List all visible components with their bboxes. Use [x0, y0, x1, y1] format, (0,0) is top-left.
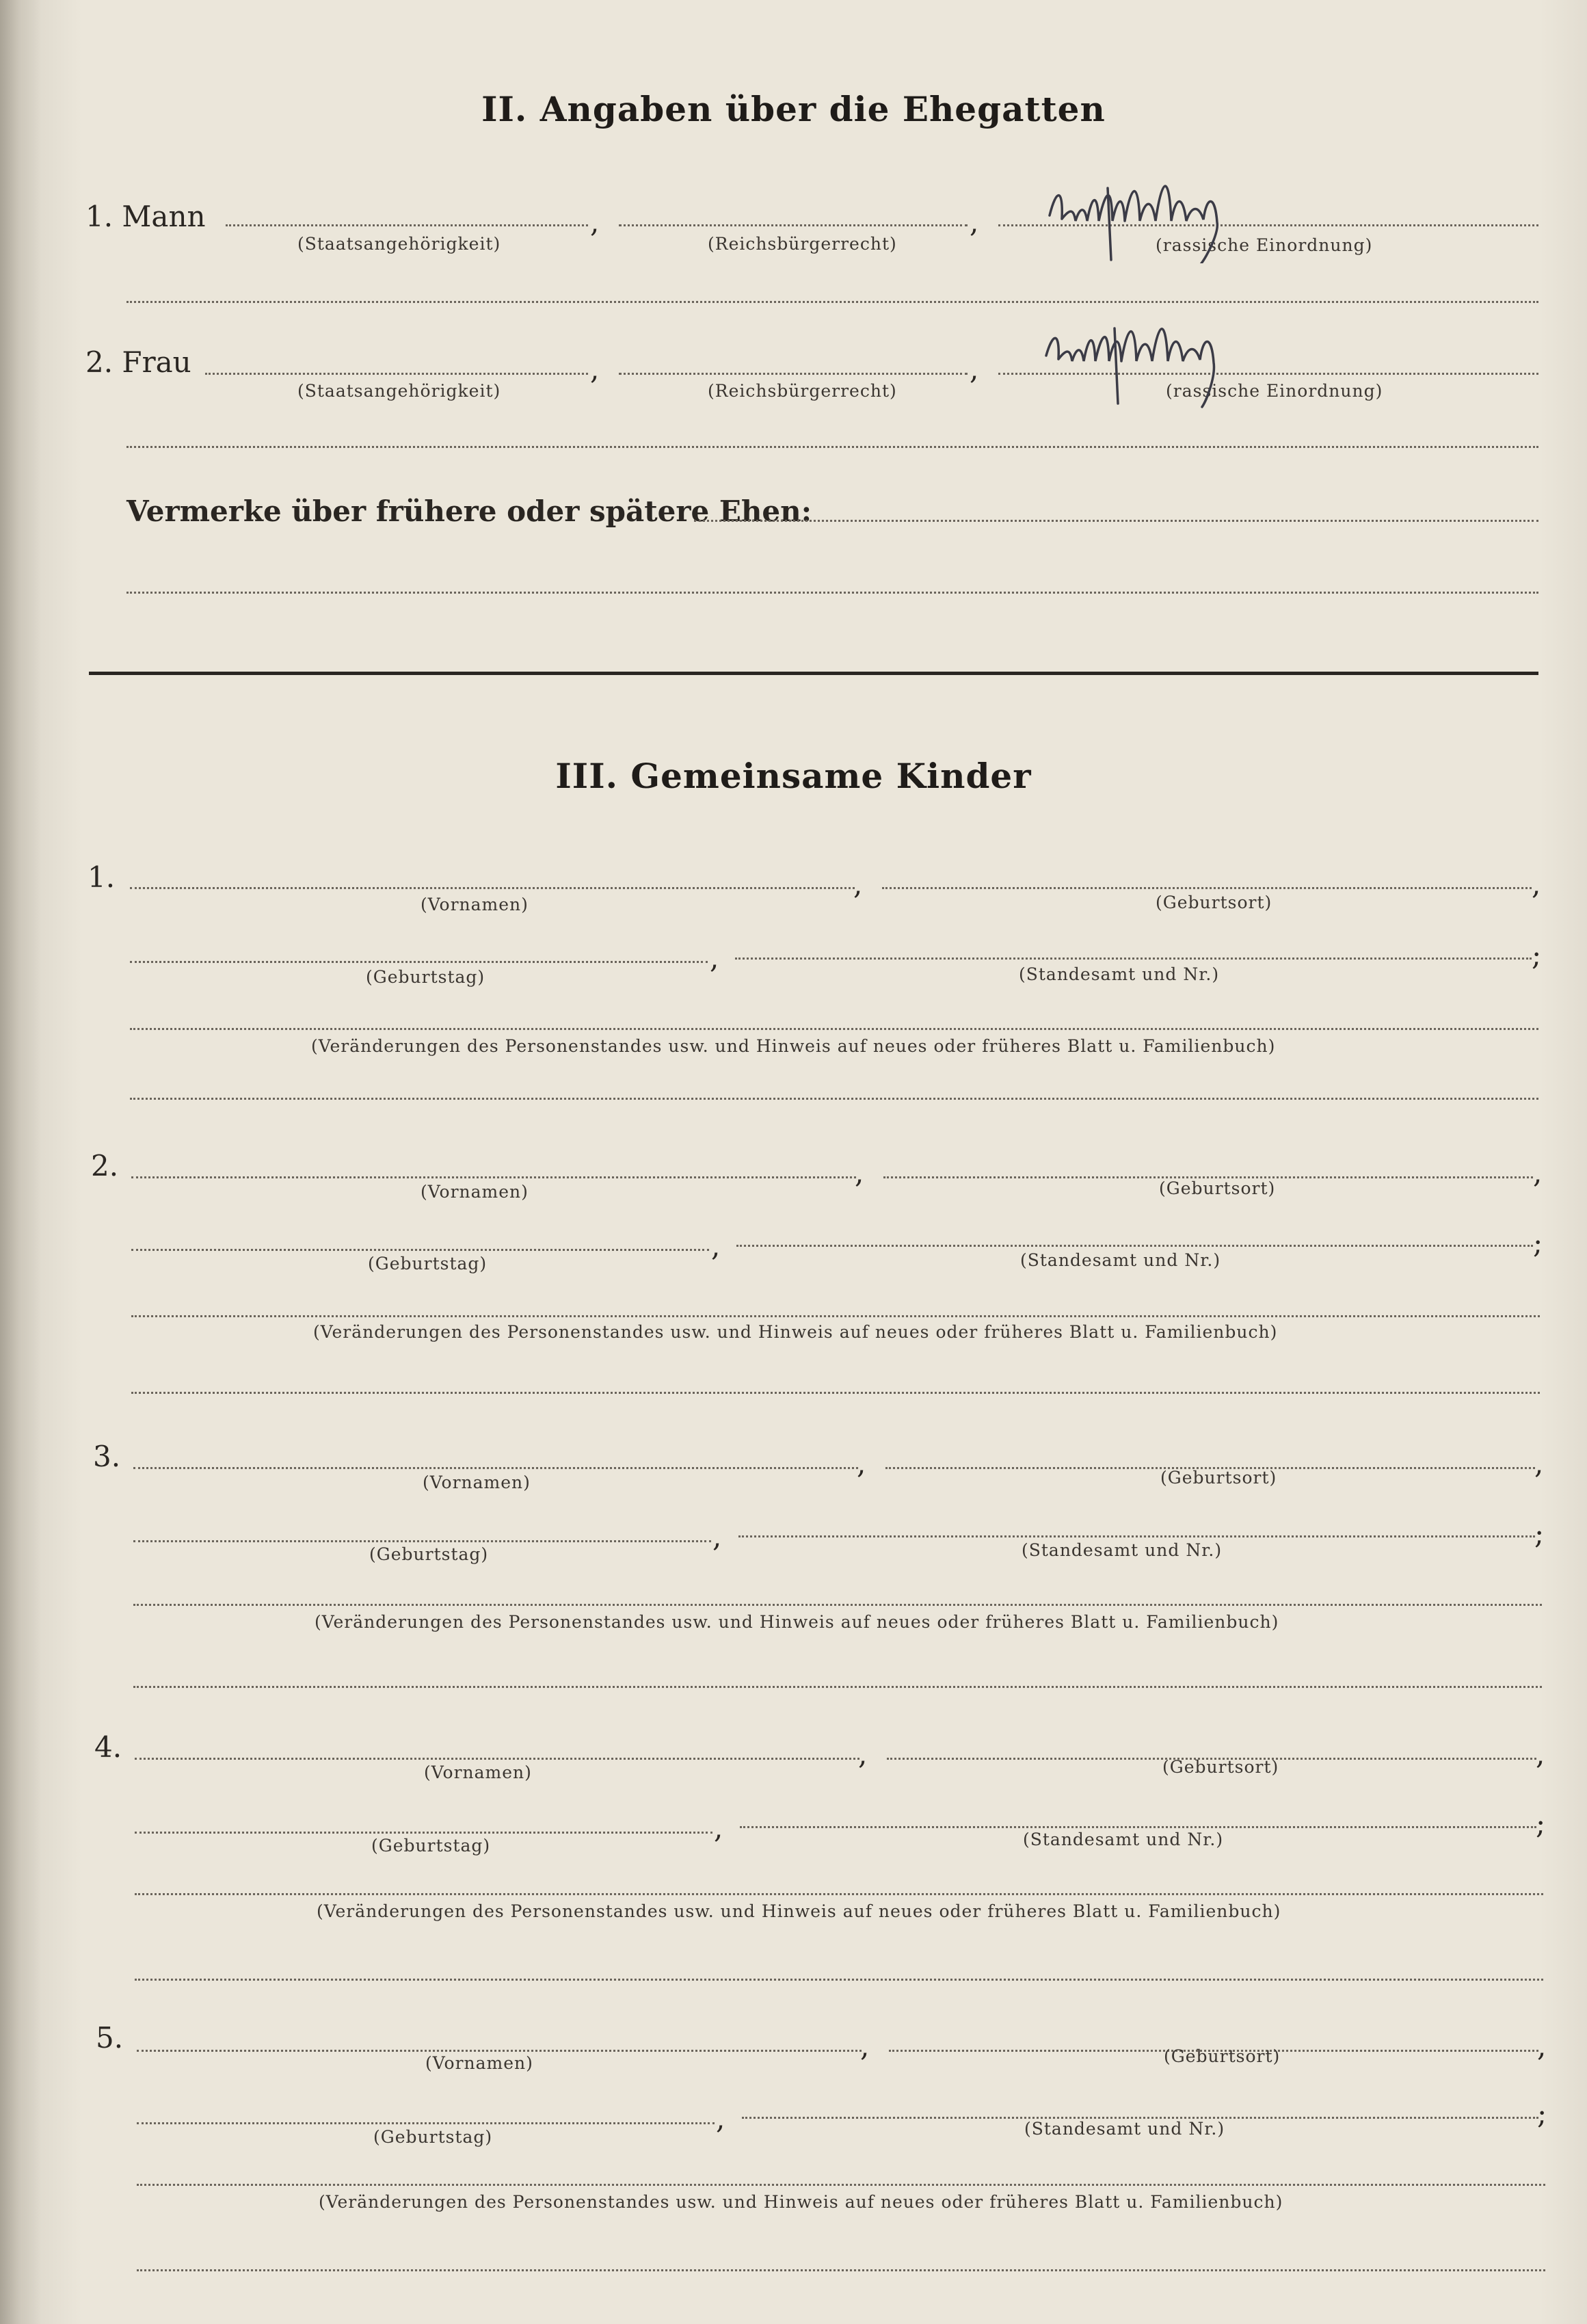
caption-standesamt: (Standesamt und Nr.): [1024, 2119, 1225, 2139]
caption-geburtstag: (Geburtstag): [371, 1836, 491, 1856]
caption-veraenderungen: (Veränderungen des Personenstandes usw. und Hinweis auf neues oder früheres Blatt u. Familienbuch): [311, 1036, 1276, 1056]
book-gutter: [0, 0, 41, 2324]
caption-geburtsort: (Geburtsort): [1162, 1757, 1279, 1777]
caption-geburtsort: (Geburtsort): [1160, 1468, 1277, 1488]
caption-geburtstag: (Geburtstag): [368, 1254, 488, 1273]
caption-geburtstag: (Geburtstag): [366, 967, 485, 987]
caption-vornamen: (Vornamen): [423, 1473, 531, 1492]
frau-reich-line: [619, 373, 968, 375]
caption-staat: (Staatsangehörigkeit): [297, 234, 501, 254]
mann-continuation-line: [126, 301, 1538, 303]
caption-rasse: (rassische Einordnung): [1166, 381, 1383, 401]
section-3-title: III. Gemeinsame Kinder: [555, 756, 1032, 796]
caption-vornamen: (Vornamen): [424, 1762, 532, 1782]
frau-continuation-line: [126, 446, 1538, 448]
frau-rasse-handwriting: [1039, 315, 1244, 410]
caption-vornamen: (Vornamen): [421, 1182, 529, 1202]
child-number: 2.: [91, 1149, 119, 1183]
caption-geburtsort: (Geburtsort): [1156, 893, 1272, 912]
vermerke-line: [694, 520, 1538, 522]
frau-staat-line: [205, 373, 588, 375]
child-number: 4.: [94, 1730, 122, 1764]
mann-rasse-handwriting: [1043, 168, 1248, 263]
caption-geburtsort: (Geburtsort): [1159, 1178, 1276, 1198]
caption-veraenderungen: (Veränderungen des Personenstandes usw. und Hinweis auf neues oder früheres Blatt u. Familienbuch): [313, 1322, 1278, 1342]
caption-reich: (Reichsbürgerrecht): [708, 381, 897, 401]
section-2-title: II. Angaben über die Ehegatten: [481, 89, 1106, 129]
caption-geburtstag: (Geburtstag): [373, 2127, 493, 2147]
child-number: 1.: [88, 860, 116, 894]
child-number: 3.: [93, 1440, 121, 1473]
vermerke-label: Vermerke über frühere oder spätere Ehen:: [126, 494, 812, 528]
mann-reich-line: [619, 224, 968, 226]
caption-vornamen: (Vornamen): [421, 895, 529, 914]
caption-standesamt: (Standesamt und Nr.): [1022, 1540, 1223, 1560]
mann-label: 1. Mann: [85, 200, 206, 233]
frau-label: 2. Frau: [85, 345, 191, 379]
caption-rasse: (rassische Einordnung): [1156, 235, 1373, 255]
caption-veraenderungen: (Veränderungen des Personenstandes usw. und Hinweis auf neues oder früheres Blatt u. Familienbuch): [317, 1901, 1281, 1921]
caption-geburtsort: (Geburtsort): [1164, 2046, 1281, 2066]
caption-geburtstag: (Geburtstag): [369, 1544, 489, 1564]
document-page: II. Angaben über die Ehegatten 1. Mann , , (Staatsangehörigkeit) (Reichsbürgerrecht) (rassische Einordnung) 2. Frau , , (Staatsangehörigkeit) (Reichsbürgerrecht) (rassische Einordnung) Vermerke über frühere oder spätere Ehen: III. Gemeinsame Kinder 1. , , (Vornamen) (Geburtsort) , ; (Geburtstag) (Standesamt und Nr.) (Veränderungen des Personenstandes usw. und Hinweis auf neues oder früheres Blatt u. Familienbuch) 2. , , (Vornamen) (Geburtsort) , ; (Geburtstag) (Standesamt und Nr.) (Veränderungen des Personenstandes usw. und Hinweis auf neues oder früheres Blatt u. Familienbuch) 3. , , (Vornamen) (Geburtsort) , ; (Geburtstag) (Standesamt und Nr.) (Veränderungen des Personenstandes usw. und Hinweis auf neues oder früheres Blatt u. Familienbuch) 4. , , (Vornamen) (Geburtsort) , ; (Geburtstag) (Standesamt und Nr.) (Veränderungen des Personenstandes usw. und Hinweis auf neues oder früheres Blatt u. Familienbuch) 5. , , (Vornamen) (Geburtsort) , ; (Geburtstag) (Standesamt und Nr.) (Veränderungen des Personenstandes usw. und Hinweis auf neues oder früheres Blatt u. Familienbuch): [0, 0, 1587, 2324]
caption-staat: (Staatsangehörigkeit): [297, 381, 501, 401]
vermerke-line-2: [126, 592, 1538, 594]
caption-standesamt: (Standesamt und Nr.): [1020, 1250, 1221, 1270]
section-divider: [89, 672, 1538, 675]
caption-vornamen: (Vornamen): [425, 2053, 533, 2073]
mann-staat-line: [226, 224, 588, 226]
caption-standesamt: (Standesamt und Nr.): [1019, 964, 1220, 984]
caption-standesamt: (Standesamt und Nr.): [1023, 1830, 1224, 1849]
caption-reich: (Reichsbürgerrecht): [708, 234, 897, 254]
child-number: 5.: [96, 2021, 124, 2055]
caption-veraenderungen: (Veränderungen des Personenstandes usw. und Hinweis auf neues oder früheres Blatt u. Familienbuch): [315, 1612, 1279, 1632]
caption-veraenderungen: (Veränderungen des Personenstandes usw. und Hinweis auf neues oder früheres Blatt u. Familienbuch): [319, 2192, 1283, 2212]
